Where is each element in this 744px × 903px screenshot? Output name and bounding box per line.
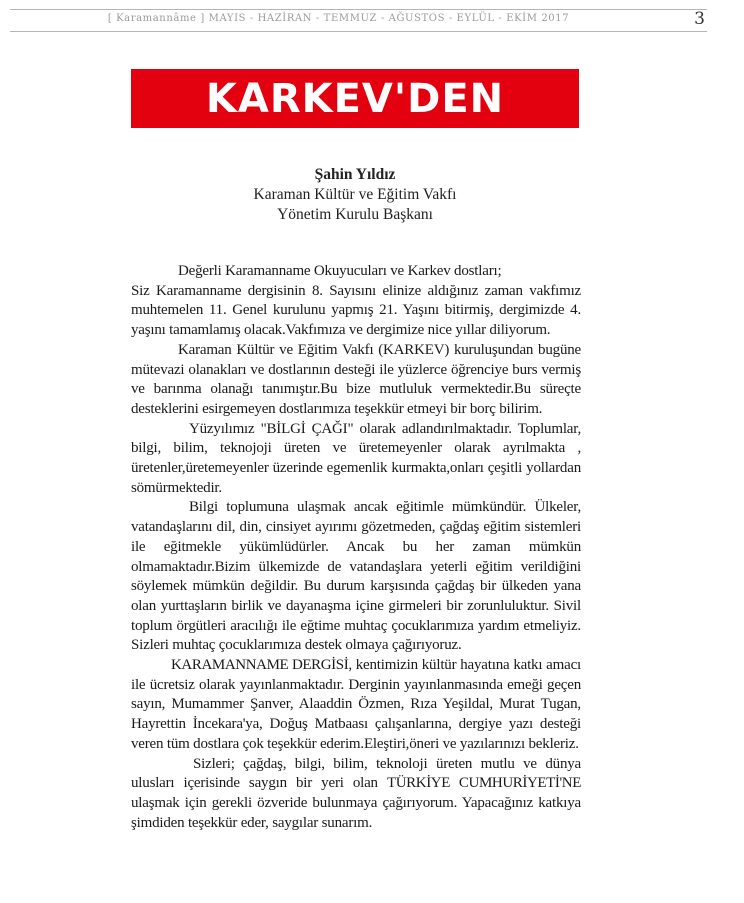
paragraph-4: Bilgi toplumuna ulaşmak ancak eğitimle mümkündür. Ülkeler, vatandaşlarını dil, din, cinsiyet ayırımı gözetmeden, çağdaş eğitim sistemleri ile eğitmekle yükümlüdürler. Ancak bu her zaman mümkün olmamaktadır.Bizim ülkemizde de vatandaşlara yeterli eğitim verildiğini söylemek mümkün değildir. Bu durum karşısında çağdaş bir ülkeden yana olan yurttaşların birlik ve dayanaşma içine girmeleri bir zorunluluktur. Sivil toplum örgütleri aracılığı ile eğtime muhtaç çocuklarımıza yardım etmeliyiz. Sizleri muhtaç çocuklarımıza destek olmaya çağırıyoruz. xyxy=(131,499,581,654)
author-role: Yönetim Kurulu Başkanı xyxy=(277,206,433,223)
country-name: TÜRKİYE CUMHURİYETİ'NE xyxy=(386,775,581,792)
issue-line: [ Karamannâme ] MAYIS - HAZİRAN - TEMMUZ - AĞUSTOS - EYLÜL - EKİM 2017 xyxy=(107,13,570,24)
author-name: Şahin Yıldız xyxy=(314,166,396,183)
magazine-name: KARAMANNAME DERGİSİ xyxy=(171,657,349,674)
article-body xyxy=(131,262,581,833)
greeting: Değerli Karamanname Okuyucuları ve Karkev dostları; xyxy=(178,263,502,279)
section-title: KARKEV'DEN xyxy=(205,75,505,122)
paragraph-3: Yüzyılımız "BİLGİ ÇAĞI" olarak adlandırılmaktadır. Toplumlar, bilgi, bilim, teknojoji üreten ve üretemeyenler olarak ayrılmakta , üretenler,üretemeyenler üzerinde egemenlik kurmakta,onları çeşitli yollardan sömürmektedir. xyxy=(131,420,581,496)
paragraph-6 xyxy=(131,755,581,834)
byline xyxy=(131,165,579,225)
paragraph-6-text-before: Sizleri; çağdaş, bilgi, bilim, teknoloji üreten mutlu ve dünya ulusları içerisinde saygın bir yeri olan xyxy=(131,755,581,792)
section-banner xyxy=(131,69,579,128)
paragraph-6-text-after: ulaşmak için gerekli özveride bulunmaya çağırıyorum. Yapacağınız katkıya şimdiden teşekkür eder, saygılar sunarım. xyxy=(131,794,581,831)
paragraph-1: Siz Karamanname dergisinin 8. Sayısını elinize aldığınız zaman vakfımız muhtemelen 11. Genel kurulunu yapmış 21. Yaşını bitirmiş, dergimizde 4. yaşını tamamlamış olacak.Vakfımıza ve dergimize nice yıllar diliyorum. xyxy=(131,282,581,339)
paragraph-5-text: , kentimizin kültür hayatına katkı amacı ile ücretsiz olarak yayınlanmaktadır. Derginin yayınlanmasında emeği geçen sayın, Mumammer Şanver, Alaaddin Özmen, Rıza Yeşildal, Murat Tugan, Hayrettin İncekara'ya, Doğuş Matbaası çalışanlarına, dergiye yazı desteği veren tüm dostlara çok teşekkür ederim.Eleştiri,öneri ve yazılarınızı bekleriz. xyxy=(131,657,581,752)
author-organization: Karaman Kültür ve Eğitim Vakfı xyxy=(253,186,457,203)
paragraph-5 xyxy=(131,656,581,755)
page-number: 3 xyxy=(694,9,705,29)
paragraph-2: Karaman Kültür ve Eğitim Vakfı (KARKEV) kuruluşundan bugüne mütevazi olanakları ve dostlarının desteği ile yüzlerce öğrenciye burs vermiş ve barınma olanağı tanımıştır.Bu bize mutluluk vermektedir.Bu süreçte desteklerini esirgemeyen dostlarımıza teşekkür etmeyi bir borç bilirim. xyxy=(131,341,581,417)
running-header xyxy=(10,9,707,32)
